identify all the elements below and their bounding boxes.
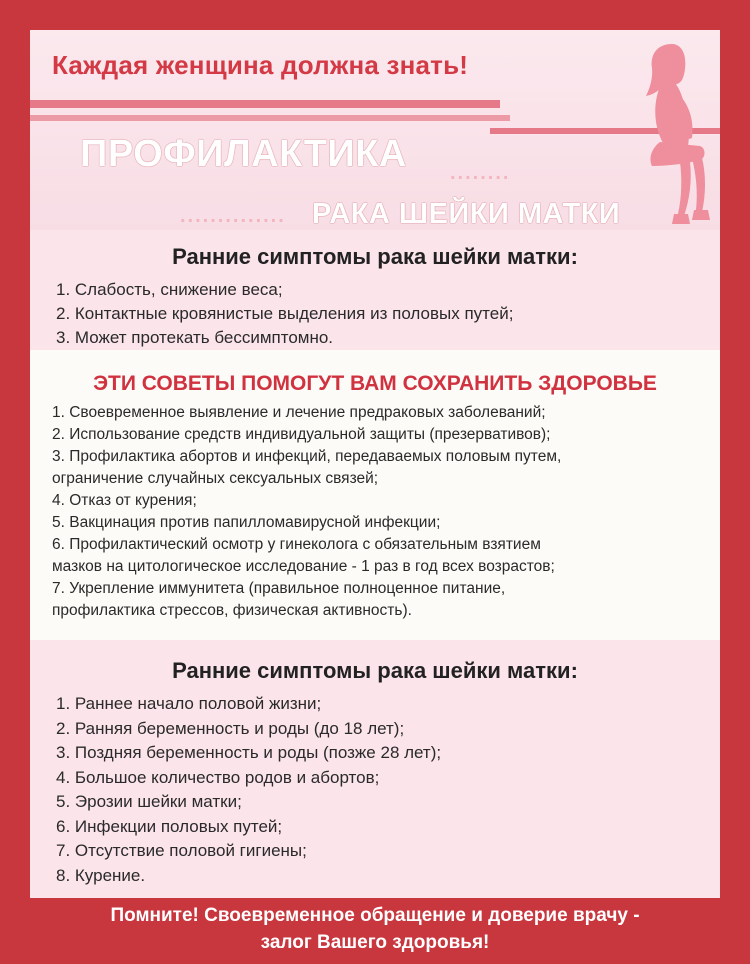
title-line-1: ПРОФИЛАКТИКА xyxy=(80,133,407,175)
tagline: Каждая женщина должна знать! xyxy=(52,50,469,80)
list-item: 7. Отсутствие половой гигиены; xyxy=(56,841,307,860)
list-item: профилактика стрессов, физическая активность). xyxy=(52,602,412,619)
list-item: 2. Использование средств индивидуальной защиты (презервативов); xyxy=(52,426,551,443)
advice-section xyxy=(30,350,720,640)
list-item: 8. Курение. xyxy=(56,865,146,885)
risk-factors-section xyxy=(30,640,720,898)
list-item: 6. Инфекции половых путей; xyxy=(56,816,283,836)
decor-dots: ........ xyxy=(450,162,511,184)
list-item: 1. Своевременное выявление и лечение предраковых заболеваний; xyxy=(52,404,546,421)
symptoms-list xyxy=(56,278,720,350)
list-item: 5. Вакцинация против папилломавирусной инфекции; xyxy=(52,514,441,531)
section-heading: Ранние симптомы рака шейки матки: xyxy=(172,658,578,683)
list-item: 3. Профилактика абортов и инфекций, передаваемых половым путем, xyxy=(52,448,562,465)
list-item: 3. Поздняя беременность и роды (позже 28 лет); xyxy=(56,743,442,762)
list-item: 6. Профилактический осмотр у гинеколога с обязательным взятием xyxy=(52,536,541,553)
list-item: 2. Контактные кровянистые выделения из половых путей; xyxy=(56,304,514,323)
decor-dots: .............. xyxy=(180,205,286,227)
advice-list xyxy=(52,402,720,622)
decor-stripe xyxy=(30,100,500,108)
list-item: 5. Эрозии шейки матки; xyxy=(56,792,242,811)
list-item: мазков на цитологическое исследование - 1 раз в год всех возрастов; xyxy=(52,558,555,575)
list-item: 3. Может протекать бессимптомно. xyxy=(56,328,334,347)
list-item: 1. Раннее начало половой жизни; xyxy=(56,694,322,713)
early-symptoms-section xyxy=(30,230,720,350)
list-item: ограничение случайных сексуальных связей; xyxy=(52,470,379,487)
list-item: 2. Ранняя беременность и роды (до 18 лет); xyxy=(56,718,405,738)
title-line-2: РАКА ШЕЙКИ МАТКИ xyxy=(312,198,621,230)
seated-woman-silhouette-icon xyxy=(626,42,720,228)
list-item: 1. Слабость, снижение веса; xyxy=(56,280,283,299)
header-band xyxy=(30,30,720,230)
section-heading: Ранние симптомы рака шейки матки: xyxy=(172,244,578,269)
list-item: 4. Большое количество родов и абортов; xyxy=(56,767,380,787)
footer-line-2: залог Вашего здоровья! xyxy=(260,932,490,953)
list-item: 7. Укрепление иммунитета (правильное полноценное питание, xyxy=(52,580,506,597)
section-heading: ЭТИ СОВЕТЫ ПОМОГУТ ВАМ СОХРАНИТЬ ЗДОРОВЬЕ xyxy=(93,372,657,395)
list-item: 4. Отказ от курения; xyxy=(52,492,197,509)
footer-note xyxy=(30,902,720,956)
decor-stripe xyxy=(30,115,510,121)
footer-line-1: Помните! Своевременное обращение и доверие врачу - xyxy=(110,905,640,926)
risk-list xyxy=(56,692,720,888)
